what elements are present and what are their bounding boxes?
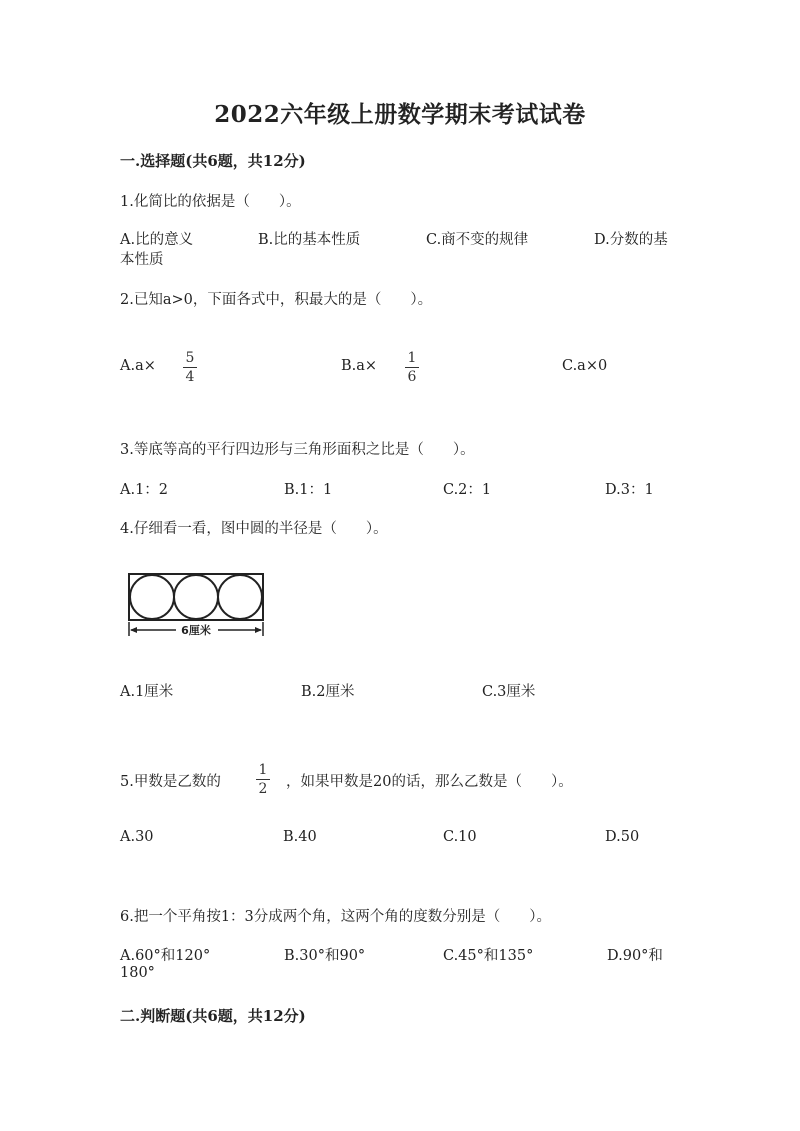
question-5-end: ，如果甲数是20的话，那么乙数是（ ）。 — [286, 774, 573, 790]
figure-circle-1 — [130, 575, 174, 619]
q4-option-c: C.3厘米 — [482, 684, 536, 700]
q2-option-b-fraction — [405, 350, 419, 385]
q2-option-a-fraction — [183, 350, 197, 385]
q2-option-c: C.a×0 — [562, 358, 608, 374]
q3-option-b: B.1：1 — [284, 482, 333, 498]
fraction-bar — [183, 367, 197, 368]
q6-option-b: B.30°和90° — [284, 948, 366, 964]
section-heading-judgement: 二.判断题(共6题，共12分) — [120, 1007, 306, 1025]
q4-option-b: B.2厘米 — [301, 684, 355, 700]
q6-option-d: D.90°和 — [607, 948, 663, 964]
q5-fraction — [256, 762, 270, 797]
question-1: 1.化简比的依据是（ ）。 — [120, 194, 301, 210]
q3-option-c: C.2：1 — [443, 482, 492, 498]
dimension-arrow-right — [255, 627, 262, 633]
q1-option-d-wrap: 本性质 — [120, 252, 164, 268]
q6-option-d-wrap: 180° — [120, 965, 155, 981]
fraction-denominator: 6 — [407, 369, 417, 385]
q1-option-c: C.商不变的规律 — [426, 232, 529, 248]
question-5-start: 5.甲数是乙数的 — [120, 774, 221, 790]
fraction-numerator: 1 — [258, 762, 268, 778]
q3-option-a: A.1：2 — [120, 482, 169, 498]
q1-option-a: A.比的意义 — [120, 232, 194, 248]
question-3: 3.等底等高的平行四边形与三角形面积之比是（ ）。 — [120, 442, 475, 458]
q5-option-b: B.40 — [283, 829, 317, 845]
question-2: 2.已知a>0，下面各式中，积最大的是（ ）。 — [120, 292, 433, 308]
q2-option-a: A.a× — [120, 358, 156, 374]
figure-rectangle — [129, 574, 263, 620]
circles-in-rectangle-diagram — [126, 566, 268, 638]
q1-option-d: D.分数的基 — [594, 232, 668, 248]
q6-option-c: C.45°和135° — [443, 948, 534, 964]
q2-option-b: B.a× — [341, 358, 378, 374]
fraction-denominator: 4 — [185, 369, 195, 385]
fraction-bar — [256, 779, 270, 780]
q6-option-a: A.60°和120° — [120, 948, 211, 964]
fraction-numerator: 5 — [185, 350, 195, 366]
figure-circle-3 — [218, 575, 262, 619]
fraction-numerator: 1 — [407, 350, 417, 366]
page-title: 2022六年级上册数学期末考试试卷 — [214, 101, 586, 128]
figure-circle-2 — [174, 575, 218, 619]
circles-figure — [126, 566, 268, 642]
fraction-bar — [405, 367, 419, 368]
q5-option-d: D.50 — [605, 829, 640, 845]
q3-option-d: D.3：1 — [605, 482, 654, 498]
q5-option-a: A.30 — [120, 829, 154, 845]
figure-dimension-label: 6厘米 — [181, 624, 211, 637]
q1-option-b: B.比的基本性质 — [258, 232, 361, 248]
question-6: 6.把一个平角按1：3分成两个角，这两个角的度数分别是（ ）。 — [120, 909, 552, 925]
fraction-denominator: 2 — [258, 781, 268, 797]
q4-option-a: A.1厘米 — [120, 684, 174, 700]
q5-option-c: C.10 — [443, 829, 477, 845]
section-heading-choice: 一.选择题(共6题，共12分) — [120, 152, 306, 170]
dimension-arrow-left — [130, 627, 137, 633]
question-4: 4.仔细看一看，图中圆的半径是（ ）。 — [120, 521, 388, 537]
